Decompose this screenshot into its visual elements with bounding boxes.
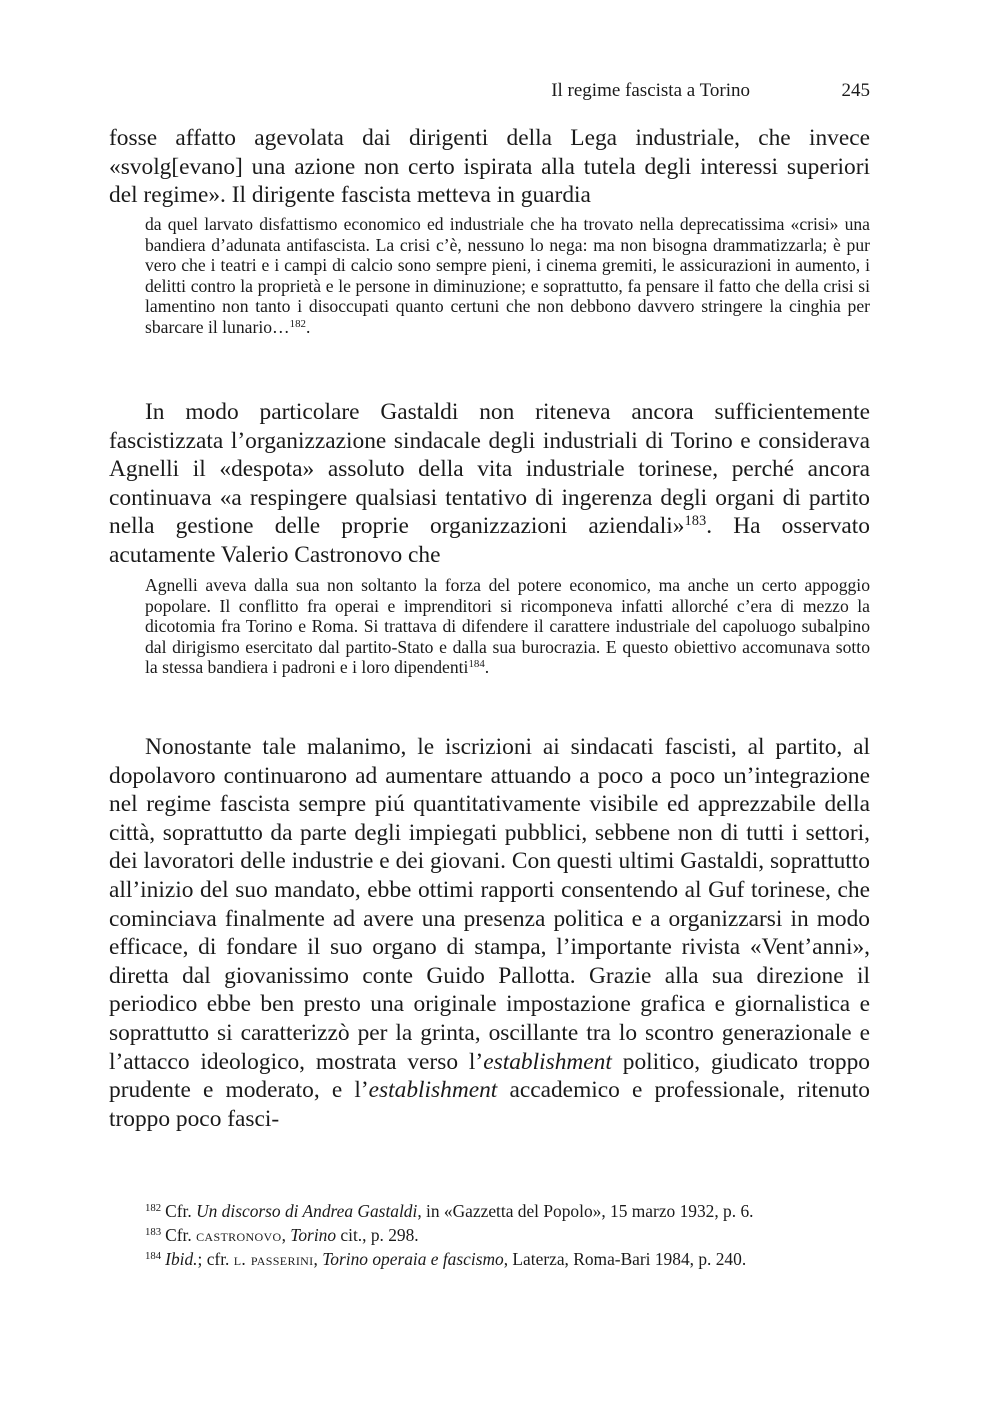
block-quote-1-text: [145, 214, 870, 338]
quote-2-body: Agnelli aveva dalla sua non soltanto la forza del potere economico, ma anche un certo appoggio popolare. Il conflitto fra operai e imprenditori si ricomponeva infatti allorché c’era di mezzo la dicotomia fra Torino e Roma. Si trattava di difendere il carattere industriale del capoluogo subalpino dal dirigismo esercitato dal partito-Stato e dalla sua burocrazia. E questo obiettivo accomunava sotto la stessa bandiera i padroni e i loro dipendenti: [145, 575, 870, 678]
footnote-text: ,: [281, 1225, 291, 1245]
footnote-text: Cfr.: [165, 1201, 197, 1221]
paragraph-3-text: [109, 733, 870, 1133]
footnote-text: ; cfr.: [197, 1249, 234, 1269]
block-quote-1: [145, 214, 870, 338]
paragraph-3-emphasis-1: establishment: [483, 1048, 612, 1075]
footnote-number: 182: [145, 1202, 162, 1215]
paragraph-3-body: Nonostante tale malanimo, le iscrizioni ai sindacati fascisti, al partito, al dopolavoro continuarono ad aumentare attuando a poco a poco un’integrazione nel regime fascista sempre piú quantitativamente visibile ed apprezzabile della città, soprattutto da parte degli impiegati pubblici, sebbene non di tutti i settori, dei lavoratori delle industrie e dei giovani. Con questi ultimi Gastaldi, soprattutto all’inizio del suo mandato, ebbe ottimi rapporti consentendo al Guf torinese, che cominciava finalmente ad avere una presenza politica e a organizzarsi in modo efficace, di fondare il suo organo di stampa, l’importante rivista «Vent’anni», diretta dal giovanissimo conte Guido Pallotta. Grazie alla sua direzione il periodico ebbe ben presto una originale impostazione grafica e giornalistica e soprattutto si caratterizzò per la grinta, oscillante tra lo scontro generazionale e l’attacco ideologico, mostrata verso l’: [109, 734, 870, 1075]
footnote-number: 183: [145, 1226, 162, 1239]
footnote-ref-183: 183: [684, 513, 707, 530]
footnote-author: l. passerini: [233, 1249, 314, 1269]
page-header: [135, 80, 870, 110]
footnote-182: [145, 1199, 870, 1223]
block-quote-2: [145, 575, 870, 678]
footnote-text: , Laterza, Roma-Bari 1984, p. 240.: [503, 1249, 747, 1269]
footnote-ref-182: 182: [289, 317, 306, 330]
paragraph-3: [109, 733, 870, 1133]
paragraph-2-end: . Ha osservato acutamente Valerio Castronovo che: [109, 513, 870, 568]
paragraph-1-text: fosse affatto agevolata dai dirigenti della Lega industriale, che invece «svolg[evano] una azione non certo ispirata alla tutela degli interessi superiori del regime». Il dirigente fascista metteva in guardia: [109, 125, 870, 209]
paragraph-3-emphasis-2: establishment: [368, 1077, 498, 1104]
paragraph-3-end: accademico e professionale, ritenuto troppo poco fasci-: [109, 1077, 870, 1132]
footnote-text: Cfr.: [165, 1225, 197, 1245]
footnote-text: , in «Gazzetta del Popolo», 15 marzo 1932, p. 6.: [417, 1201, 754, 1221]
paragraph-1: [109, 124, 870, 210]
footnote-text: ,: [313, 1249, 323, 1269]
page-number: 245: [841, 80, 870, 101]
block-quote-2-text: [145, 575, 870, 678]
footnote-184: [145, 1247, 870, 1271]
paragraph-2-body: In modo particolare Gastaldi non riteneva ancora sufficientemente fascistizzata l’organizzazione sindacale degli industriali di Torino e considerava Agnelli il «despota» assoluto della vita industriale torinese, perché ancora continuava «a respingere qualsiasi tentativo di ingerenza degli organi di partito nella gestione delle proprie organizzazioni aziendali»: [109, 399, 870, 540]
footnote-title: Torino operaia e fascismo: [322, 1249, 504, 1269]
footnote-author: castronovo: [196, 1225, 282, 1245]
footnote-title: Torino: [290, 1225, 337, 1245]
paragraph-2: [109, 398, 870, 570]
quote-1-body: da quel larvato disfattismo economico ed industriale che ha trovato nella deprecatissima «crisi» una bandiera d’adunata antifascista. La crisi c’è, nessuno lo nega: ma non bisogna drammatizzarla; è pur vero che i teatri e i campi di calcio sono sempre pieni, i cinema gremiti, le assicurazioni in aumento, i delitti contro la proprietà e le persone in diminuzione; e soprattutto, fa pensare il fatto che della crisi si lamentino non tanto i disoccupati quanto certuni che non debbono davvero stringere la cinghia per sbarcare il lunario…: [145, 214, 870, 337]
footnote-number: 184: [145, 1250, 162, 1263]
running-title: Il regime fascista a Torino: [551, 80, 750, 101]
footnote-ref-184: 184: [468, 658, 485, 671]
quote-1-tail: .: [305, 316, 311, 337]
quote-2-tail: .: [484, 657, 490, 678]
footnotes: [145, 1199, 870, 1271]
footnote-183: [145, 1223, 870, 1247]
paragraph-3-middle: politico, giudicato troppo prudente e moderato, e l’: [109, 1048, 870, 1104]
footnote-text: cit., p. 298.: [336, 1225, 419, 1245]
paragraph-2-text: [109, 398, 870, 570]
footnote-ibid: Ibid.: [165, 1249, 198, 1269]
footnote-title: Un discorso di Andrea Gastaldi: [196, 1201, 418, 1221]
